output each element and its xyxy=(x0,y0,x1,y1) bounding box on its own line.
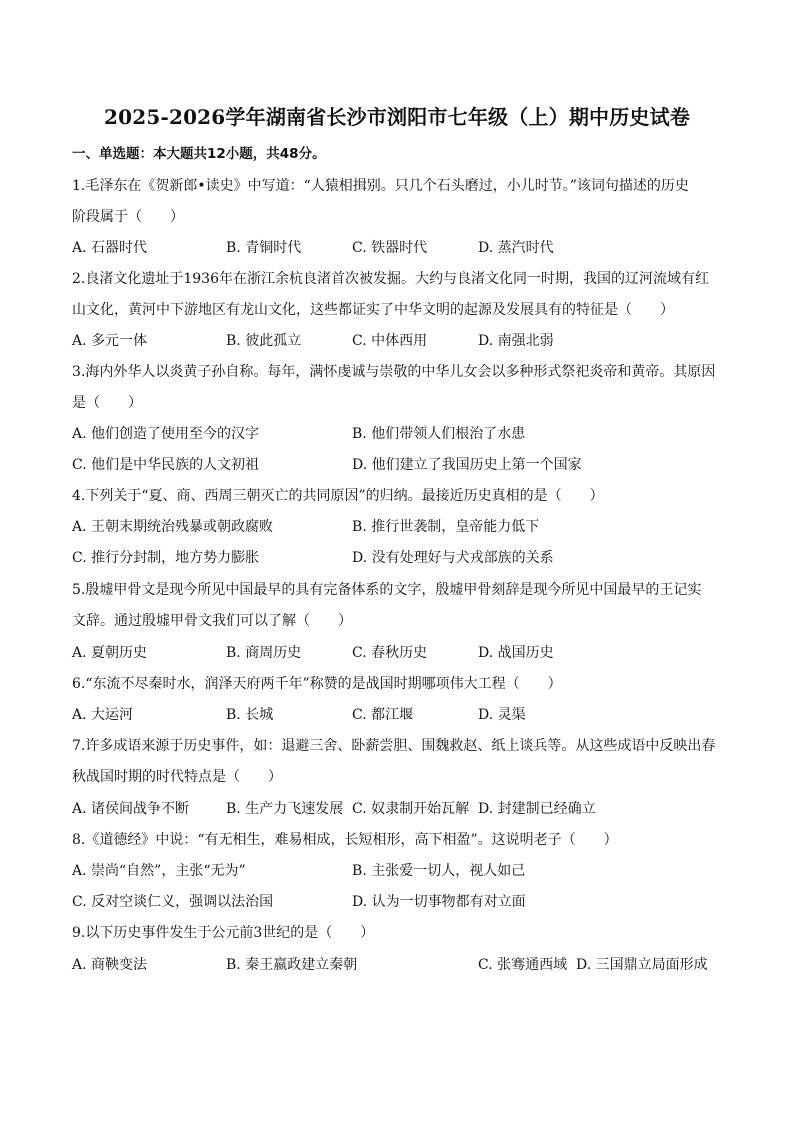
q8-option-c: C. 反对空谈仁义，强调以法治国 xyxy=(72,894,274,910)
q5-option-a: A. 夏朝历史 xyxy=(72,645,148,661)
q2-option-a: A. 多元一体 xyxy=(72,333,148,349)
q7-stem-line1: 7.许多成语来源于历史事件，如：退避三舍、卧薪尝胆、围魏救赵、纸上谈兵等。从这些成语中反映出春 xyxy=(72,738,716,754)
q1-option-b: B. 青铜时代 xyxy=(226,240,302,256)
q5-stem-line1: 5.殷墟甲骨文是现今所见中国最早的具有完备体系的文字，殷墟甲骨刻辞是现今所见中国最早的王记实 xyxy=(72,582,702,598)
q4-option-b: B. 推行世袭制，皇帝能力低下 xyxy=(352,519,540,535)
section-heading: 一、单选题：本大题共12小题，共48分。 xyxy=(72,146,326,162)
q4-option-c: C. 推行分封制，地方势力膨胀 xyxy=(72,550,260,566)
q2-option-c: C. 中体西用 xyxy=(352,333,428,349)
q4-option-a: A. 王朝末期统治残暴或朝政腐败 xyxy=(72,519,274,535)
q5-option-d: D. 战国历史 xyxy=(478,645,554,661)
q5-option-c: C. 春秋历史 xyxy=(352,645,428,661)
q3-option-b: B. 他们带领人们根治了水患 xyxy=(352,426,526,442)
q7-stem-line2: 秋战国时期的时代特点是（ ） xyxy=(72,769,282,785)
exam-title: 2025-2026学年湖南省长沙市浏阳市七年级（上）期中历史试卷 xyxy=(103,105,691,129)
q8-option-d: D. 认为一切事物都有对立面 xyxy=(352,894,526,910)
q4-stem-line1: 4.下列关于“夏、商、西周三朝灭亡的共同原因”的归纳。最接近历史真相的是（ ） xyxy=(72,488,604,504)
q3-option-a: A. 他们创造了使用至今的汉字 xyxy=(72,426,260,442)
q2-stem-line2: 山文化，黄河中下游地区有龙山文化，这些都证实了中华文明的起源及发展具有的特征是（ ） xyxy=(72,302,674,318)
q7-option-b: B. 生产力飞速发展 xyxy=(226,801,344,817)
q1-option-c: C. 铁器时代 xyxy=(352,240,428,256)
q9-option-b: B. 秦王嬴政建立秦朝 xyxy=(226,957,358,973)
q8-stem-line1: 8.《道德经》中说：“有无相生，难易相成，长短相形，高下相盈”。这说明老子（ ） xyxy=(72,832,618,848)
q2-option-b: B. 彼此孤立 xyxy=(226,333,302,349)
q3-stem-line2: 是（ ） xyxy=(72,395,142,411)
q5-stem-line2: 文辞。通过殷墟甲骨文我们可以了解（ ） xyxy=(72,613,352,629)
q3-option-d: D. 他们建立了我国历史上第一个国家 xyxy=(352,457,582,473)
q9-option-a: A. 商鞅变法 xyxy=(72,957,148,973)
q1-stem-line1: 1.毛泽东在《贺新郎•读史》中写道：“人猿相揖别。只几个石头磨过，小儿时节。”该词句描述的历史 xyxy=(72,178,689,194)
q8-option-b: B. 主张爱一切人，视人如己 xyxy=(352,863,526,879)
q1-option-a: A. 石器时代 xyxy=(72,240,148,256)
q9-option-d: D. 三国鼎立局面形成 xyxy=(576,957,708,973)
q6-option-c: C. 都江堰 xyxy=(352,707,414,723)
q6-option-a: A. 大运河 xyxy=(72,707,134,723)
q4-option-d: D. 没有处理好与犬戎部族的关系 xyxy=(352,550,554,566)
q9-stem-line1: 9.以下历史事件发生于公元前3世纪的是（ ） xyxy=(72,925,375,941)
q2-stem-line1: 2.良渚文化遗址于1936年在浙江余杭良渚首次被发掘。大约与良渚文化同一时期，我国的辽河流域有红 xyxy=(72,271,709,287)
q1-option-d: D. 蒸汽时代 xyxy=(478,240,554,256)
q2-option-d: D. 南强北弱 xyxy=(478,333,554,349)
q7-option-c: C. 奴隶制开始瓦解 xyxy=(352,801,470,817)
q1-stem-line2: 阶段属于（ ） xyxy=(72,209,184,225)
q7-option-a: A. 诸侯间战争不断 xyxy=(72,801,190,817)
q8-option-a: A. 崇尚“自然”，主张“无为” xyxy=(72,863,246,879)
q9-option-c: C. 张骞通西域 xyxy=(478,957,568,973)
q6-option-b: B. 长城 xyxy=(226,707,274,723)
q6-option-d: D. 灵渠 xyxy=(478,707,526,723)
q6-stem-line1: 6.“东流不尽秦时水，润泽天府两千年”称赞的是战国时期哪项伟大工程（ ） xyxy=(72,676,562,692)
q5-option-b: B. 商周历史 xyxy=(226,645,302,661)
q7-option-d: D. 封建制已经确立 xyxy=(478,801,596,817)
q3-option-c: C. 他们是中华民族的人文初祖 xyxy=(72,457,260,473)
q3-stem-line1: 3.海内外华人以炎黄子孙自称。每年，满怀虔诚与崇敬的中华儿女会以多种形式祭祀炎帝和黄帝。其原因 xyxy=(72,364,716,380)
